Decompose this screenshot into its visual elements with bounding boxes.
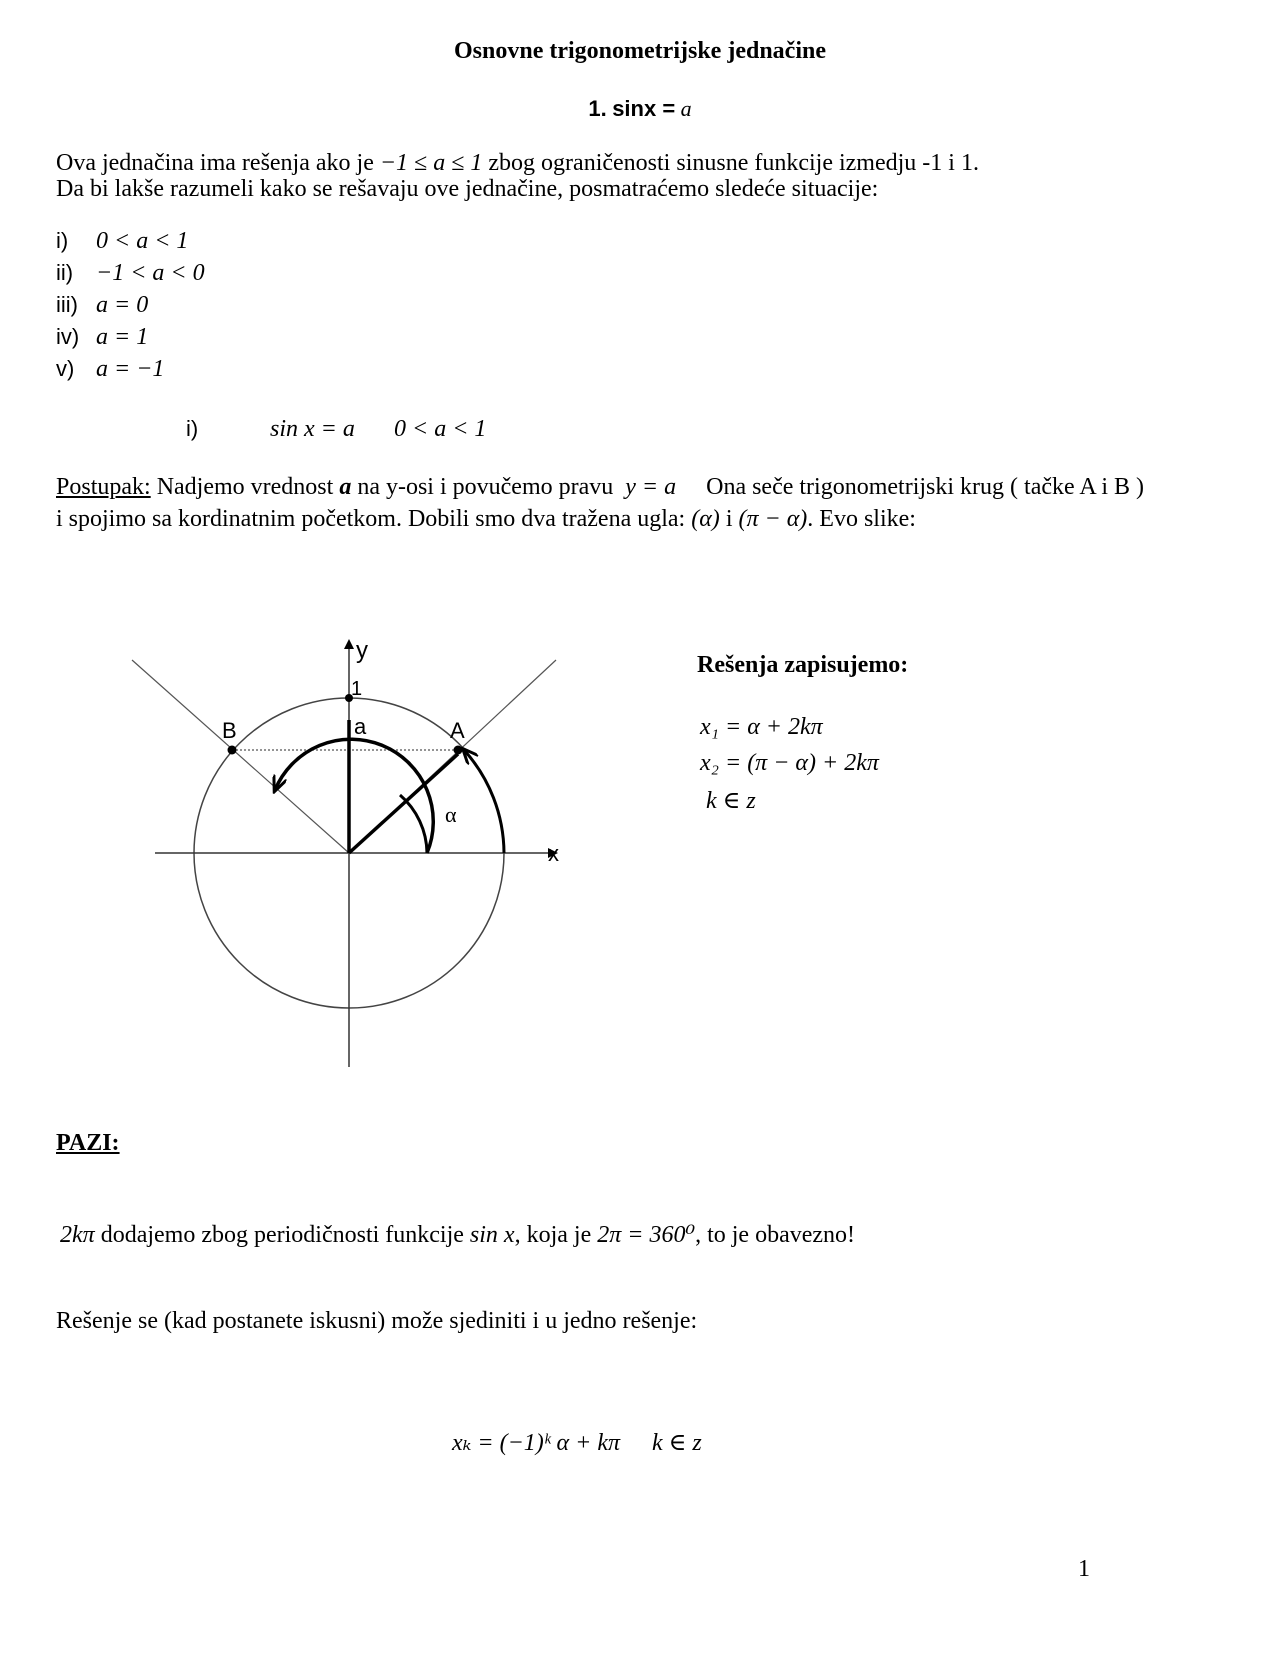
intro-line-2: Da bi lakše razumeli kako se rešavaju ove jednačine, posmatraćemo sledeće situacije: (56, 176, 879, 202)
vector-oa (349, 754, 458, 853)
solutions-heading: Rešenja zapisujemo: (697, 652, 909, 678)
procedure-line-2: i spojimo sa kordinatnim početkom. Dobili smo dva tražena ugla: (α) i (π − α). Evo slike: (56, 506, 916, 532)
point-b-label: B (222, 718, 237, 743)
x-axis-label: x (548, 841, 559, 866)
case-list-item: v) a = −1 (56, 356, 165, 382)
procedure-label: Postupak: (56, 474, 151, 500)
section-number: 1. (588, 96, 607, 121)
intro-line-1: Ova jednačina ima rešenja ako je −1 ≤ a ≤ 1 zbog ograničenosti sinusne funkcije izmedju -1 i 1. (56, 150, 979, 176)
solution-x2: x₂ = (π − α) + 2kπ (700, 750, 879, 776)
solution-k: k ∈ z (706, 788, 756, 814)
case-list-item: ii) −1 < a < 0 (56, 260, 205, 286)
ray-through-b (132, 660, 349, 853)
alpha-label: α (445, 802, 457, 827)
point-b (228, 746, 237, 755)
pazi-heading: PAZI: (56, 1130, 120, 1156)
case-heading: i) sin x = a 0 < a < 1 (186, 416, 487, 442)
a-label: a (354, 714, 367, 739)
point-a-label: A (450, 718, 465, 743)
y-axis-label: y (356, 637, 368, 664)
solution-x1: x₁ = α + 2kπ (700, 714, 823, 740)
point-a (454, 746, 463, 755)
pazi-note: 2kπ dodajemo zbog periodičnosti funkcije sin x, koja je 2π = 360⁰, to je obavezno! (60, 1222, 856, 1248)
case-list-item: iii) a = 0 (56, 292, 149, 318)
case-list-item: i) 0 < a < 1 (56, 228, 189, 254)
case-list-item: iv) a = 1 (56, 324, 149, 350)
combine-text: Rešenje se (kad postanete iskusni) može sjediniti i u jedno rešenje: (56, 1308, 698, 1334)
page-number: 1 (1078, 1556, 1090, 1582)
arc-to-a (464, 750, 504, 853)
combined-formula: xₖ = (−1)ᵏ α + kπ k ∈ z (452, 1430, 702, 1456)
page-title: Osnovne trigonometrijske jednačine (454, 38, 826, 64)
section-label: sinx = (612, 96, 676, 121)
one-label: 1 (351, 678, 363, 700)
section-var: a (680, 96, 692, 121)
procedure-line-1: Postupak: Nadjemo vrednost a na y-osi i povučemo pravu y = a Ona seče trigonometrijski krug ( tačke A i B ) (56, 474, 1145, 500)
